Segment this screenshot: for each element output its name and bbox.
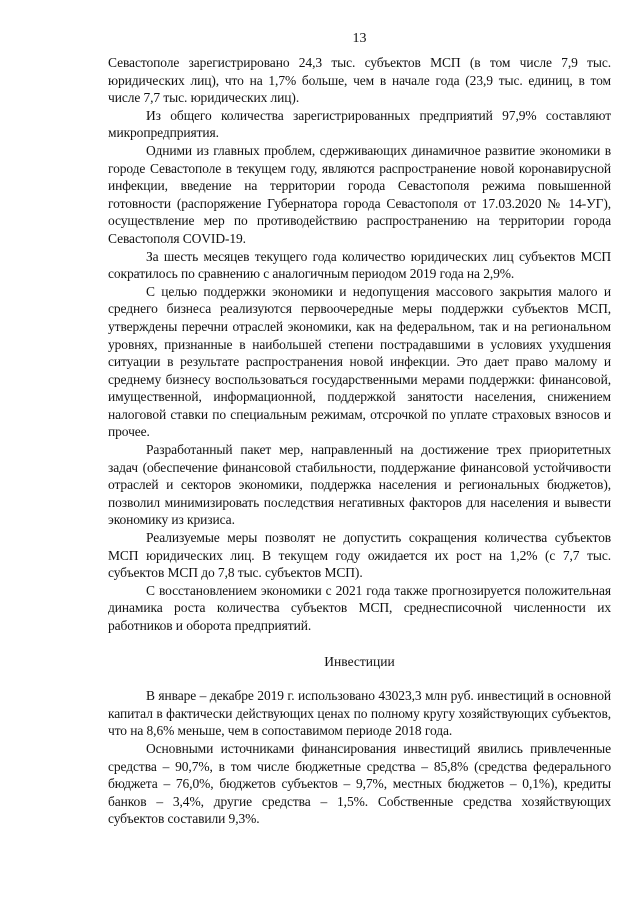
paragraph-9: В январе – декабре 2019 г. использовано 43023,3 млн руб. инвестиций в основной капитал в фактически действующих ценах по полному кругу хозяйствующих субъектов, что на 8,6% меньше, чем в сопоставимом периоде 2018 года. <box>108 688 611 739</box>
paragraph-5: С целью поддержки экономики и недопущения массового закрытия малого и среднего бизнеса реализуются первоочередные меры поддержки субъектов МСП, утверждены перечни отраслей экономики, как на федеральном, так и на региональном уровнях, признанные в наибольшей степени пострадавшими в условиях ухудшения ситуации в результате распространения новой инфекции. Это дает право малому и среднему бизнесу воспользоваться государственными мерами поддержки: финансовой, имущественной, информационной, поддержкой занятости населения, снижением налоговой ставки по специальным режимам, отсрочкой по уплате страховых взносов и прочее. <box>108 283 611 440</box>
paragraph-10: Основными источниками финансирования инвестиций явились привлеченные средства – 90,7%, в том числе бюджетные средства – 85,8% (средства федерального бюджета – 76,0%, бюджетов субъектов – 9,7%, местных бюджетов – 0,1%), кредиты банков – 3,4%, другие средства – 1,5%. Собственные средства хозяйствующих субъектов составили 9,3%. <box>108 740 611 827</box>
paragraph-1: Севастополе зарегистрировано 24,3 тыс. субъектов МСП (в том числе 7,9 тыс. юридических лиц), что на 1,7% больше, чем в начале года (23,9 тыс. единиц, в том числе 7,7 тыс. юридических лиц). <box>108 55 611 106</box>
paragraph-4: За шесть месяцев текущего года количество юридических лиц субъектов МСП сократилось по сравнению с аналогичным периодом 2019 года на 2,9%. <box>108 248 611 282</box>
paragraph-3: Одними из главных проблем, сдерживающих динамичное развитие экономики в городе Севастополе в текущем году, являются распространение новой коронавирусной инфекции, введение на территории города Севастополя режима повышенной готовности (распоряжение Губернатора города Севастополя от 17.03.2020 № 14-УГ), осуществление мер по противодействию распространению на территории города Севастополя COVID-19. <box>108 142 611 246</box>
section-title: Инвестиции <box>324 653 395 669</box>
paragraph-6: Разработанный пакет мер, направленный на достижение трех приоритетных задач (обеспечение финансовой стабильности, поддержание финансовой устойчивости отраслей и секторов экономики, поддержка населения и региональных бюджетов), позволил минимизировать последствия негативных факторов для населения и вывести экономику из кризиса. <box>108 442 611 528</box>
paragraph-7: Реализуемые меры позволят не допустить сокращения количества субъектов МСП юридических лиц. В текущем году ожидается их рост на 1,2% (с 7,7 тыс. субъектов МСП до 7,8 тыс. субъектов МСП). <box>108 530 611 581</box>
paragraph-2: Из общего количества зарегистрированных предприятий 97,9% составляют микропредприятия. <box>108 107 611 141</box>
page-number: 13 <box>352 31 367 46</box>
paragraph-8: С восстановлением экономики с 2021 года также прогнозируется положительная динамика роста количества субъектов МСП, среднесписочной численности их работников и оборота предприятий. <box>108 582 611 633</box>
